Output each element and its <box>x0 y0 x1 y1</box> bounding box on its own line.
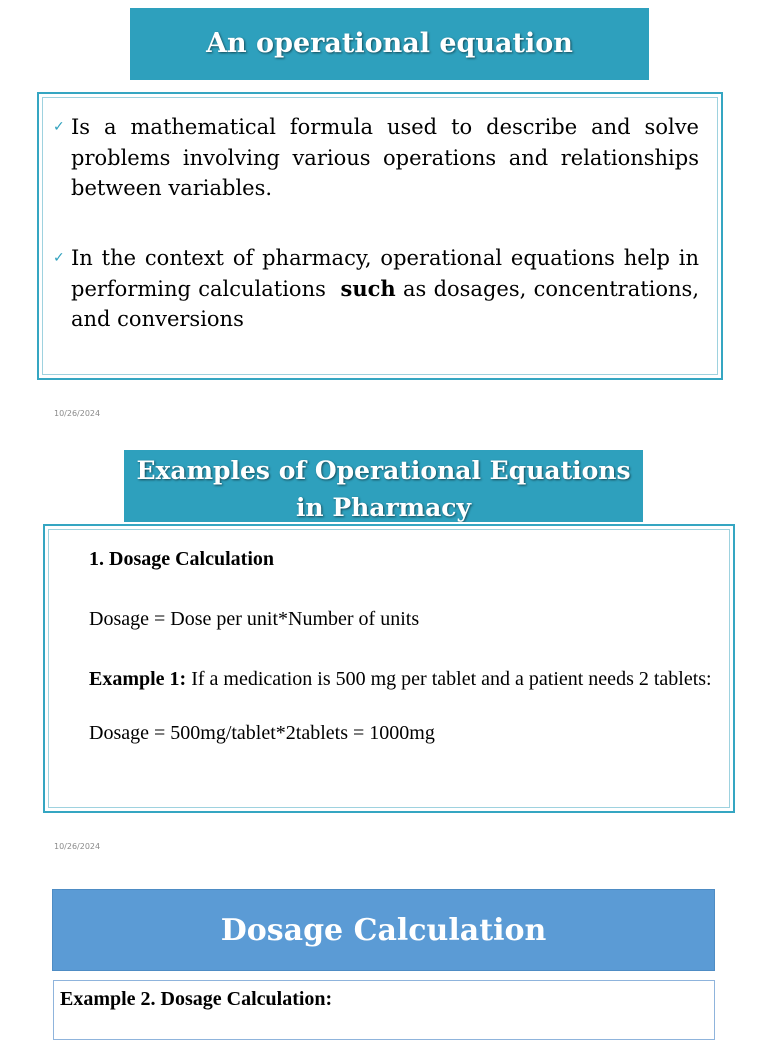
slide1-date: 10/26/2024 <box>54 409 101 418</box>
slide2-example-label: Example 1: <box>89 668 187 690</box>
slide2-example <box>89 667 715 692</box>
slide2-content-box <box>43 524 735 813</box>
slide2-example-text: If a medication is 500 mg per tablet and a patient needs 2 tablets: <box>191 668 712 690</box>
slide3-title: Dosage Calculation <box>220 913 547 948</box>
slide2-formula: Dosage = Dose per unit*Number of units <box>89 608 420 630</box>
slide2-title: Examples of Operational Equations in Pharmacy <box>136 456 631 522</box>
slide1-bullet-1 <box>53 112 699 204</box>
slide1-bullet-2 <box>53 243 699 335</box>
slide3-title-banner <box>52 889 715 971</box>
bullet-text <box>71 243 699 335</box>
slide1-title-banner <box>130 8 649 80</box>
slide3-heading: Example 2. Dosage Calculation: <box>60 988 333 1010</box>
bullet-text: Is a mathematical formula used to describe and solve problems involving various operations and relationships between variables. <box>71 115 699 200</box>
bullet-text-after: as dosages, concentrations, and conversions <box>71 276 699 331</box>
slide2-title-banner <box>124 450 643 522</box>
slide3-content-box <box>53 980 715 1040</box>
slide2-heading: 1. Dosage Calculation <box>89 548 274 570</box>
slide1-title: An operational equation <box>206 28 573 59</box>
slide1-content-box <box>37 92 723 380</box>
bullet-text-before: In the context of pharmacy, operational equations help in performing calculations <box>71 246 699 301</box>
checkmark-icon: ✓ <box>53 250 65 266</box>
slide2-result: Dosage = 500mg/tablet*2tablets = 1000mg <box>89 722 435 744</box>
slide2-date: 10/26/2024 <box>54 842 101 851</box>
bullet-text-bold: such <box>340 275 396 301</box>
checkmark-icon: ✓ <box>53 119 65 135</box>
